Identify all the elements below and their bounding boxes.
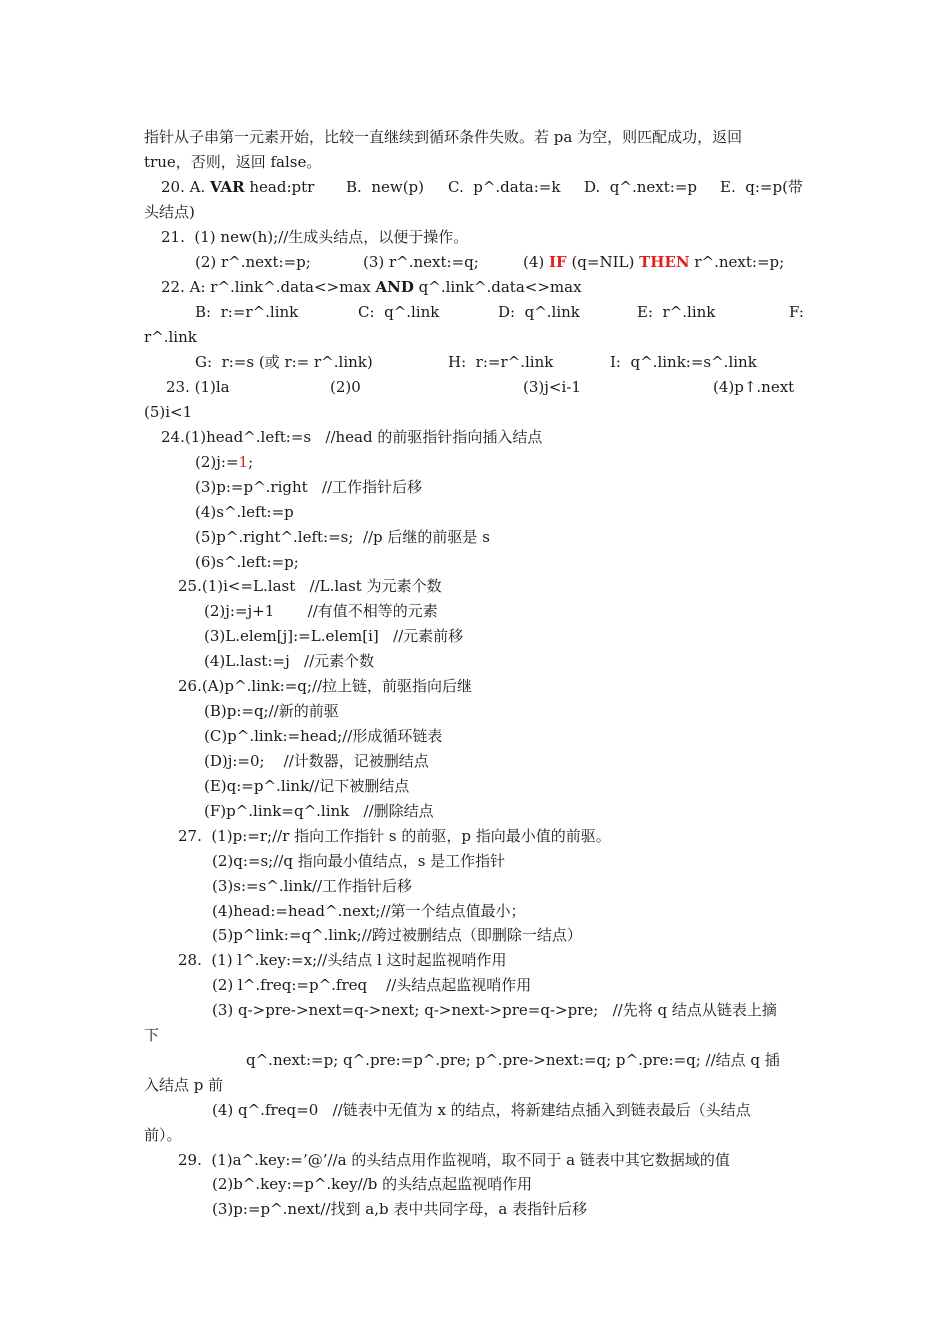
q22-option-f-cont: r^.link <box>144 328 197 346</box>
q26-line-6: (F)p^.link=q^.link //删除结点 <box>204 802 434 820</box>
q28-line-4-cont: 入结点 p 前 <box>144 1076 224 1094</box>
q21-c-mid: (q=NIL) <box>566 253 640 271</box>
q28-line-4: q^.next:=p; q^.pre:=p^.pre; p^.pre->next:=q; p^.pre:=q; //结点 q 插 <box>246 1051 780 1069</box>
q22-option-b: B: r:=r^.link <box>195 303 299 321</box>
q26-line-4: (D)j:=0; //计数器，记被删结点 <box>204 752 429 770</box>
q20-a-prefix: 20. A. <box>161 178 206 196</box>
q29-line-2: (2)b^.key:=p^.key//b 的头结点起监视哨作用 <box>212 1175 533 1193</box>
q28-line-3-cont: 下 <box>144 1026 160 1044</box>
q26-line-5: (E)q:=p^.link//记下被删结点 <box>204 777 410 795</box>
q25-line-1: 25.(1)i<=L.last //L.last 为元素个数 <box>178 577 442 595</box>
q24-line-3: (3)p:=p^.right //工作指针后移 <box>195 478 423 496</box>
q23-continuation: (5)i<1 <box>144 403 193 421</box>
q26-line-3: (C)p^.link:=head;//形成循环链表 <box>204 727 443 745</box>
q28-line-5: (4) q^.freq=0 //链表中无值为 x 的结点，将新建结点插入到链表最后（头结点 <box>212 1101 751 1119</box>
q22-a-prefix: 22. A: r^.link^.data<>max <box>161 278 376 296</box>
q24-l2-suffix: ; <box>248 453 254 471</box>
q23-option-1: 23. (1)la <box>166 378 230 396</box>
q23-option-2: (2)0 <box>330 378 361 396</box>
q24-line-4: (4)s^.left:=p <box>195 503 294 521</box>
q22-and-keyword: AND <box>375 278 414 296</box>
q26-line-1: 26.(A)p^.link:=q;//拉上链，前驱指向后继 <box>178 677 473 695</box>
q22-option-f: F: <box>789 303 804 321</box>
q21-c-suffix: r^.next:=p; <box>689 253 785 271</box>
q27-line-3: (3)s:=s^.link//工作指针后移 <box>212 877 413 895</box>
q27-line-5: (5)p^link:=q^.link;//跨过被删结点（即删除一结点） <box>212 926 582 944</box>
q22-line-1 <box>161 277 582 297</box>
q22-option-c: C: q^.link <box>358 303 440 321</box>
q21-line-2b: (3) r^.next:=q; <box>363 253 479 271</box>
q22-option-d: D: q^.link <box>498 303 580 321</box>
q24-l2-prefix: (2)j:= <box>195 453 239 471</box>
q24-line-1: 24.(1)head^.left:=s //head 的前驱指针指向插入结点 <box>161 428 543 446</box>
q28-line-5-cont: 前）。 <box>144 1126 182 1144</box>
q21-line-2c <box>523 252 784 272</box>
q23-option-3: (3)j<i-1 <box>523 378 581 396</box>
q22-option-h: H: r:=r^.link <box>448 353 554 371</box>
q20-option-a <box>161 177 314 197</box>
q20-option-d: D. q^.next:=p <box>584 178 697 196</box>
q20-option-b: B. new(p) <box>346 178 425 196</box>
q28-line-2: (2) l^.freq:=p^.freq //头结点起监视哨作用 <box>212 976 532 994</box>
q22-option-e: E: r^.link <box>637 303 716 321</box>
q21-if-keyword: IF <box>549 253 567 271</box>
q24-line-6: (6)s^.left:=p; <box>195 553 299 571</box>
q21-then-keyword: THEN <box>639 253 690 271</box>
q28-line-1: 28. (1) l^.key:=x;//头结点 l 这时起监视哨作用 <box>178 951 507 969</box>
q29-line-1: 29. (1)a^.key:=’@’//a 的头结点用作监视哨，取不同于 a 链表中其它数据域的值 <box>178 1151 730 1169</box>
intro-line-1: 指针从子串第一元素开始，比较一直继续到循环条件失败。若 pa 为空，则匹配成功，返回 <box>144 128 743 146</box>
q26-line-2: (B)p:=q;//新的前驱 <box>204 702 339 720</box>
q25-line-3: (3)L.elem[j]:=L.elem[i] //元素前移 <box>204 627 464 645</box>
q27-line-2: (2)q:=s;//q 指向最小值结点，s 是工作指针 <box>212 852 506 870</box>
q22-option-i: I: q^.link:=s^.link <box>610 353 757 371</box>
intro-line-2: true，否则，返回 false。 <box>144 153 322 171</box>
q24-line-2 <box>195 452 253 472</box>
q20-continuation: 头结点) <box>144 203 195 221</box>
q27-line-4: (4)head:=head^.next;//第一个结点值最小； <box>212 902 526 920</box>
q22-a-suffix: q^.link^.data<>max <box>413 278 582 296</box>
q21-line-2a: (2) r^.next:=p; <box>195 253 311 271</box>
q24-l2-highlight: 1 <box>238 453 249 471</box>
q20-a-keyword: VAR <box>210 178 245 196</box>
q25-line-2: (2)j:=j+1 //有值不相等的元素 <box>204 602 438 620</box>
q20-a-suffix: head:ptr <box>244 178 315 196</box>
q25-line-4: (4)L.last:=j //元素个数 <box>204 652 375 670</box>
q24-line-5: (5)p^.right^.left:=s; //p 后继的前驱是 s <box>195 528 490 546</box>
q29-line-3: (3)p:=p^.next//找到 a,b 表中共同字母，a 表指针后移 <box>212 1200 588 1218</box>
q27-line-1: 27. (1)p:=r;//r 指向工作指针 s 的前驱，p 指向最小值的前驱。 <box>178 827 611 845</box>
q20-option-c: C. p^.data:=k <box>448 178 561 196</box>
q28-line-3: (3) q->pre->next=q->next; q->next->pre=q->pre; //先将 q 结点从链表上摘 <box>212 1001 777 1019</box>
q21-c-prefix: (4) <box>523 253 550 271</box>
q22-option-g: G: r:=s (或 r:= r^.link) <box>195 353 373 371</box>
q20-option-e: E. q:=p(带 <box>720 178 803 196</box>
q21-line-1: 21. (1) new(h);//生成头结点，以便于操作。 <box>161 228 469 246</box>
q23-option-4: (4)p↑.next <box>713 378 795 396</box>
